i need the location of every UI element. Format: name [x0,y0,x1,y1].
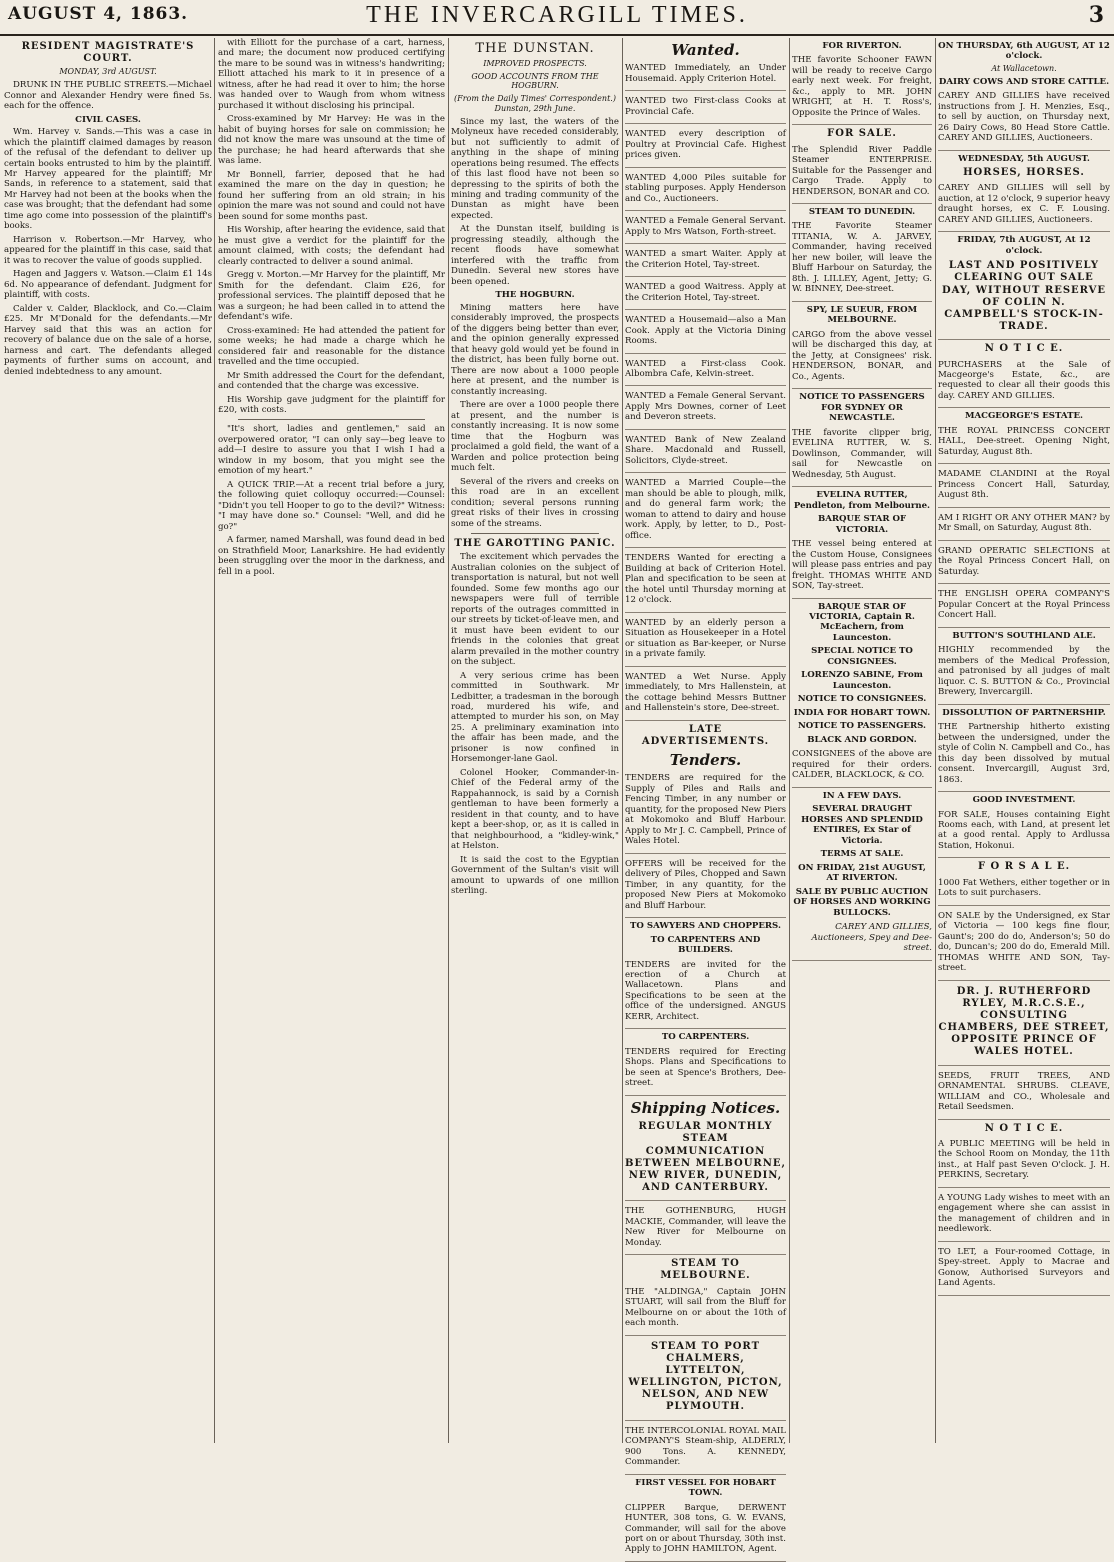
classified-ad: WANTED a Wet Nurse. Apply immediately, to Mrs Hallenstein, at the cottage behind Messrs Buttner and Hallenstein's store, Dee-street. [625,670,786,721]
article-paragraph: Wm. Harvey v. Sands.—This was a case in which the plaintiff claimed damages by reason of the refusal of the defendant to deliver up certain books entrusted to him by the plaintiff. Mr Harvey appeared for the plaintiff; Mr Sands, in reference to a statement, said that Mr Harvey had not been at the books when the case was brought; that the defendant had some time ago come into possession of the plaintiff's books. [4,127,212,232]
sale-notice: ON SALE by the Undersigned, ex Star of Victoria — 100 kegs fine flour, Gaunt's; 200 do do, Anderson's; 50 do do, Duncan's; 200 do do, Emerald Mill. THOMAS WHITE AND SON, Tay-street. [938,909,1110,981]
ad-subheading: At Wallacetown. [991,63,1057,73]
classified-ad: WANTED a Housemaid—also a Man Cook. Apply at the Victoria Dining Rooms. [625,313,786,353]
article-paragraph: DRUNK IN THE PUBLIC STREETS.—Michael Connor and Alexander Hendry were fined 5s. each for the offence. [4,80,212,112]
ad-heading: STEAM TO DUNEDIN. [808,207,916,217]
ad-heading: LORENZO SABINE, From Launceston. [801,670,923,691]
subsection-heading: THE HOGBURN. [495,290,575,301]
shipping-subheading: STEAM TO MELBOURNE. [660,1258,751,1282]
article-paragraph: Mining matters here have considerably improved, the prospects of the diggers being better than ever, and the opinion generally expressed that heavy gold would yet be found in the district, has been fully borne out. There are now about a 1000 people here at present, and the number is constantly increasing. [451,302,619,397]
partnership-notice: THE Partnership hitherto existing between the undersigned, under the style of Colin N. Campbell and Co., has this day been dissolved by mutual consent. Invercargill, August 3rd, 1863. [938,720,1110,792]
ad-heading: FOR RIVERTON. [822,41,902,51]
shipping-notice: THE INTERCOLONIAL ROYAL MAIL COMPANY'S Steam-ship, ALDERLY, 900 Tons. A. KENNEDY, Commander. [625,1424,786,1475]
tender-notice: TENDERS required for Erecting Shops. Plans and Specifications to be seen at Spence's Brothers, Dee-street. [625,1045,786,1096]
seedsman-notice: SEEDS, FRUIT TREES, AND ORNAMENTAL SHRUBS. CLEAVE, WILLIAM and CO., Wholesale and Retail Seedsmen. [938,1069,1110,1120]
ad-heading: WEDNESDAY, 5th AUGUST. [958,153,1090,164]
column-rule [789,38,790,1443]
ad-heading: SPY, LE SUEUR, FROM MELBOURNE. [806,304,918,326]
shipping-notice: REGULAR MONTHLY STEAM COMMUNICATION BETWEEN MELBOURNE, NEW RIVER, DUNEDIN, AND CANTERBURY. [625,1119,786,1201]
newspaper-title: THE INVERCARGILL TIMES. [366,2,748,28]
concert-notice: THE ROYAL PRINCESS CONCERT HALL, Dee-street. Opening Night, Saturday, August 8th. [938,424,1110,464]
wanted-heading: Wanted. [671,41,740,59]
shipping-notice: THE GOTHENBURG, HUGH MACKIE, Commander, will leave the New River for Melbourne on Monday. [625,1204,786,1255]
shipping-notice: THE "ALDINGA," Captain JOHN STUART, will sail from the Bluff for Melbourne on or about the 10th of each month. [625,1285,786,1336]
article-paragraph: Since my last, the waters of the Molyneux have receded considerably, but not sufficiently to admit of anything in the shape of mining operations being resumed. The effects of this last flood have not been so depressing to the spirits of both the mining and trading community of the Dunstan as might have been expected. [451,116,619,221]
subsection-heading: CIVIL CASES. [75,114,141,125]
article-subtitle: GOOD ACCOUNTS FROM THE HOGBURN. [471,71,599,91]
article-paragraph: A very serious crime has been committed in Southwark. Mr Ledbitter, a tradesman in the borough road, murdered his wife, and attempted to murder his son, on May 25. A preliminary examination into the affair has been made, and the prisoner is now confined in Horsemonger-lane Gaol. [451,670,619,765]
cargo-notice: CONSIGNEES of the above are required for their orders. CALDER, BLACKLOCK, & CO. [792,747,932,787]
column-4 [625,38,786,1555]
ad-heading: F O R S A L E. [977,861,1071,873]
page-number: 3 [1088,2,1104,28]
article-paragraph: Calder v. Calder, Blacklock, and Co.—Claim £25. Mr M'Donald for the defendants.—Mr Harvey said that this was an action for recovery of balance due on the sale of a horse, harness and cart. The defendants alleged payments of further sums on account, and denied indebtedness to any amount. [4,303,212,377]
classified-ad: WANTED two First-class Cooks at Provincial Cafe. [625,94,786,124]
ad-heading: SEVERAL DRAUGHT HORSES AND SPLENDID ENTIRES, Ex Star of Victoria. [801,804,923,846]
article-source: (From the Daily Times' Correspondent.) Dunstan, 29th June. [454,94,616,113]
article-paragraph: Hagen and Jaggers v. Watson.—Claim £1 14s 6d. No appearance of defendant. Judgment for plaintiff, with costs. [4,269,212,301]
column-rule [448,38,449,1443]
ad-heading: SPECIAL NOTICE TO CONSIGNEES. [811,646,913,667]
shipping-notice: THE Favorite Steamer TITANIA, W. A. JARVEY, Commander, having received her new boiler, will leave the Bluff Harbour on Saturday, the 8th. J. LILLEY, Agent, Jetty; G. W. BINNEY, Dee-street. [792,219,932,301]
ad-heading: FOR SALE. [827,128,897,140]
shipping-notice: STEAM TO PORT CHALMERS, LYTTELTON, WELLINGTON, PICTON, NELSON, AND NEW PLYMOUTH. [625,1339,786,1421]
article-paragraph: Cross-examined: He had attended the patient for some weeks; he had made a charge which he considered fair and reasonable for the distance travelled and the time occupied. [218,325,445,368]
ad-heading: EVELINA RUTTER, Pendleton, from Melbourne. [793,490,931,511]
auction-notice: CAREY AND GILLIES will sell by auction, at 12 o'clock, 9 superior heavy draught horses, ex C. F. Lousing. CAREY AND GILLIES, Auctioneers. [938,181,1110,232]
brewery-notice: HIGHLY recommended by the members of the Medical Profession, and patronised by all judges of malt liquor. C. S. BUTTON & Co., Provincial Brewery, Invercargill. [938,643,1110,704]
ad-heading: FRIDAY, 7th AUGUST, At 12 o'clock. [957,235,1091,256]
column-2 [218,38,445,1443]
ad-heading: SALE BY PUBLIC AUCTION OF HORSES AND WORKING BULLOCKS. [793,886,931,918]
article-subtitle: IMPROVED PROSPECTS. [483,58,587,68]
article-paragraph: It is said the cost to the Egyptian Government of the Sultan's visit will amount to upwards of one million sterling. [451,854,619,897]
cargo-notice: THE vessel being entered at the Custom House, Consignees will please pass entries and pay freight. THOMAS WHITE AND SON, Tay-street. [792,537,932,598]
classified-ad: WANTED Bank of New Zealand Share. Macdonald and Russell, Solicitors, Clyde-street. [625,433,786,473]
ad-heading: MACGEORGE'S ESTATE. [964,411,1084,422]
article-title: THE DUNSTAN. [475,41,595,56]
classified-ad: WANTED a Female General Servant. Apply to Mrs Watson, Forth-street. [625,214,786,244]
article-paragraph: Colonel Hooker, Commander-in-Chief of the Federal army of the Rappahannock, is said by a Cornish gentleman to have been formerly a resident in that county, and to have kept a beer-shop, or, as it is called in that neighbourhood, a "kidley-wink," at Helston. [451,767,619,852]
cargo-notice: CARGO from the above vessel will be discharged this day, at the Jetty, at Consignees' risk. HENDERSON, BONAR, and Co., Agents. [792,328,932,389]
ad-heading: GOOD INVESTMENT. [972,795,1076,806]
ad-heading: NOTICE TO PASSENGERS FOR SYDNEY OR NEWCASTLE. [799,392,925,424]
meeting-notice: A PUBLIC MEETING will be held in the School Room on Monday, the 11th inst., at Half past Seven O'clock. J. H. PERKINS, Secretary. [938,1137,1110,1188]
sale-notice: FOR SALE, Houses containing Eight Rooms each, with Land, at present let at a good rental. Apply to Ardlussa Station, Hokonui. [938,808,1110,859]
ad-heading: BARQUE STAR OF VICTORIA, Captain R. McEachern, from Launceston. [809,601,915,643]
tender-notice: OFFERS will be received for the delivery of Piles, Chopped and Sawn Timber, in any quantity, for the proposed New Piers at Mokomoko and Bluff Harbour. [625,857,786,918]
article-paragraph: with Elliott for the purchase of a cart, harness, and mare; the document now produced certifying the mare to be sound was in witness's handwriting; Elliott attached his mark to it in presence of a witness, after he had read it over to him; the horse was handed over to Waugh from whom witness purchased it without disclosing his principal. [218,38,445,111]
column-rule [622,38,623,1443]
article-paragraph: Several of the rivers and creeks on this road are in an excellent condition; several persons running great risks of their lives in crossing some of the streams. [451,476,619,529]
article-paragraph: At the Dunstan itself, building is progressing steadily, although the recent floods have somewhat interfered with the traffic from Dunedin. Several new stores have been opened. [451,224,619,287]
article-paragraph: Mr Bonnell, farrier, deposed that he had examined the mare on the day in question; he found her suffering from an old strain; in his opinion the mare was not sound and could not have been sound for some months past. [218,169,445,222]
column-rule [935,38,936,1443]
sale-notice: 1000 Fat Wethers, either together or in Lots to suit purchasers. [938,876,1110,906]
shipping-notice: CLIPPER Barque, DERWENT HUNTER, 308 tons, G. W. EVANS, Commander, will sail for the above port on or about Thursday, 30th inst. Apply to JOHN HAMILTON, Agent. [625,1501,786,1562]
auction-notice: LAST AND POSITIVELY CLEARING OUT SALE DAY, WITHOUT RESERVE OF COLIN N. CAMPBELL'S STOCK-IN-TRADE. [938,258,1110,340]
classified-ad: WANTED a Female General Servant. Apply Mrs Downes, corner of Leet and Deveron streets. [625,389,786,429]
article-paragraph: There are over a 1000 people there at present, and the number is constantly increasing. It is now some time that the Hogburn was proclaimed a gold field, the want of a Warden and police protection being much felt. [451,400,619,474]
physician-notice: DR. J. RUTHERFORD RYLEY, M.R.C.S.E., CONSULTING CHAMBERS, DEE STREET, OPPOSITE PRINCE OF WALES HOTEL. [938,984,1110,1066]
article-paragraph: "It's short, ladies and gentlemen," said an overpowered orator, "I can only say—beg leave to add—I desire to assure you that I wish I had a window in my bosom, that you might see the emotion of my heart." [218,424,445,477]
column-3 [451,38,619,1443]
concert-notice: MADAME CLANDINI at the Royal Princess Concert Hall, Saturday, August 8th. [938,467,1110,507]
ad-heading: NOTICE TO CONSIGNEES. [797,694,927,705]
column-6 [938,38,1110,1443]
sale-notice: The Splendid River Paddle Steamer ENTERPRISE. Suitable for the Passenger and Cargo Trade. Apply to HENDERSON, BONAR and CO. [792,143,932,204]
ad-heading: BARQUE STAR OF VICTORIA. [817,514,907,535]
ad-heading: N O T I C E. [984,343,1064,355]
classified-ad: TENDERS Wanted for erecting a Building at back of Criterion Hotel. Plan and specification to be seen at the hotel until Thursday morning at 12 o'clock. [625,551,786,612]
column-1 [4,38,212,1443]
tenders-heading: Tenders. [669,750,742,769]
classified-ad: WANTED a First-class Cook. Albombra Cafe, Kelvin-street. [625,357,786,387]
section-date: MONDAY, 3rd AUGUST. [59,67,157,77]
tender-heading: TO CARPENTERS. [661,1032,750,1043]
ad-heading: ON THURSDAY, 6th AUGUST, AT 12 o'clock. [938,41,1110,62]
concert-notice: GRAND OPERATIC SELECTIONS at the Royal Princess Concert Hall, on Saturday. [938,544,1110,584]
classified-ad: WANTED by an elderly person a Situation as Housekeeper in a Hotel or situation as Bar-keeper, or Nurse in a private family. [625,616,786,667]
ad-heading: DAIRY COWS AND STORE CATTLE. [938,76,1110,87]
article-paragraph: His Worship gave judgment for the plaintiff for £20, with costs. [218,394,445,415]
article-paragraph: A QUICK TRIP.—At a recent trial before a jury, the following quiet colloquy occurred:—Counsel: "Didn't you tell Hooper to go to the devil?" Witness: "I may have done so." Counsel: "Well, and did he go?" [218,479,445,532]
ad-heading: TERMS AT SALE. [820,849,904,860]
article-paragraph: His Worship, after hearing the evidence, said that he must give a verdict for the plaintiff for the amount claimed, with costs; the defendant had clearly contracted to deliver a sound animal. [218,225,445,267]
concert-notice: AM I RIGHT OR ANY OTHER MAN? by Mr Small, on Saturday, August 8th. [938,511,1110,541]
article-paragraph: A farmer, named Marshall, was found dead in bed on Strathfield Moor, Lanarkshire. He had evidently been struggling over the moor in the darkness, and fell in a pool. [218,535,445,577]
concert-notice: THE ENGLISH OPERA COMPANY'S Popular Concert at the Royal Princess Concert Hall. [938,587,1110,627]
auction-notice: CAREY AND GILLIES, Auctioneers, Spey and Dee-street. [792,920,932,960]
ad-heading: BUTTON'S SOUTHLAND ALE. [952,630,1096,641]
ad-heading: ON FRIDAY, 21st AUGUST, AT RIVERTON. [798,862,926,884]
ad-heading: BLACK AND GORDON. [807,734,917,745]
tender-heading: TO CARPENTERS AND BUILDERS. [650,934,761,956]
masthead [0,0,1114,36]
classified-ad: WANTED Immediately, an Under Housemaid. Apply Criterion Hotel. [625,61,786,91]
divider [238,419,425,420]
shipping-subheading: FIRST VESSEL FOR HOBART TOWN. [635,1477,776,1499]
shipping-heading: Shipping Notices. [630,1098,781,1117]
article-paragraph: Mr Smith addressed the Court for the defendant, and contended that the charge was excessive. [218,370,445,392]
section-heading: RESIDENT MAGISTRATE'S COURT. [21,41,195,65]
notice: PURCHASERS at the Sale of Macgeorge's Estate, &c., are requested to clear all their goods this day. CAREY AND GILLIES. [938,358,1110,409]
ad-heading: DISSOLUTION OF PARTNERSHIP. [942,707,1106,718]
article-title: THE GAROTTING PANIC. [454,538,616,550]
divider [471,533,599,534]
classified-ad: WANTED every description of Poultry at Provincial Cafe. Highest prices given. [625,127,786,167]
shipping-notice: THE favorite Schooner FAWN will be ready to receive Cargo early next week. For freight, &c., apply to MR. JOHN WRIGHT, at H. T. Ross's, Opposite the Prince of Wales. [792,53,932,125]
article-paragraph: Gregg v. Morton.—Mr Harvey for the plaintiff, Mr Smith for the defendant. Claim £26, for professional services. The plaintiff deposed that he was a surgeon; he had been called in to attend the defendant's wife. [218,270,445,323]
ad-heading: NOTICE TO PASSENGERS. [797,721,927,732]
tender-heading: TO SAWYERS AND CHOPPERS. [630,921,781,932]
ad-heading: IN A FEW DAYS. [822,790,902,801]
classified-ad: WANTED 4,000 Piles suitable for stabling purposes. Apply Henderson and Co., Auctioneers. [625,171,786,211]
late-advertisements-heading: LATE ADVERTISEMENTS. [641,723,770,747]
column-5 [792,38,932,1443]
to-let-notice: TO LET, a Four-roomed Cottage, in Spey-street. Apply to Macrae and Gonow, Authorised Surveyors and Land Agents. [938,1245,1110,1296]
tender-notice: TENDERS are invited for the erection of a Church at Wallacetown. Plans and Specifications to be seen at the office of the undersigned. ANGUS KERR, Architect. [625,958,786,1030]
column-rule [214,38,215,1443]
issue-date: AUGUST 4, 1863. [8,4,189,24]
article-paragraph: The excitement which pervades the Australian colonies on the subject of transportation is natural, but not well founded. Some few months ago our newspapers were full of terrible reports of the outrages committed in our streets by ticket-of-leave men, and it must have been evident to our friends in the colonies that great alarm prevailed in the mother country on the subject. [451,552,620,668]
ad-heading: HORSES, HORSES. [963,167,1085,179]
classified-ad: WANTED a good Waitress. Apply at the Criterion Hotel, Tay-street. [625,280,786,310]
classified-ad: WANTED a Married Couple—the man should be able to plough, milk, and do general farm work; the woman to attend to dairy and house work. Apply, by letter, to D., Post-office. [625,476,786,548]
ad-heading: INDIA FOR HOBART TOWN. [793,707,931,718]
classified-ad: WANTED a smart Waiter. Apply at the Criterion Hotel, Tay-street. [625,247,786,277]
auction-notice: CAREY AND GILLIES have received instructions from J. H. Menzies, Esq., to sell by auction, on Thursday next, 26 Dairy Cows, 80 Head Store Cattle. CAREY AND GILLIES, Auctioneers. [938,89,1110,150]
article-paragraph: Cross-examined by Mr Harvey: He was in the habit of buying horses for sale on commission; he did not know the mare was unsound at the time of the purchase; he had heard afterwards that she was lame. [218,114,445,167]
situation-notice: A YOUNG Lady wishes to meet with an engagement where she can assist in the management of children and in needlework. [938,1191,1110,1242]
article-paragraph: Harrison v. Robertson.—Mr Harvey, who appeared for the plaintiff in this case, said that it was to recover the value of goods supplied. [4,234,212,266]
tender-notice: TENDERS are required for the Supply of Piles and Rails and Fencing Timber, in any number or quantity, for the proposed New Piers at Mokomoko and Bluff Harbour. Apply to Mr J. C. Campbell, Prince of Wales Hotel. [625,771,786,853]
shipping-notice: THE favorite clipper brig, EVELINA RUTTER, W. S. Dowlinson, Commander, will sail for Newcastle on Wednesday, 5th August. [792,426,932,487]
ad-heading: N O T I C E. [984,1122,1064,1134]
